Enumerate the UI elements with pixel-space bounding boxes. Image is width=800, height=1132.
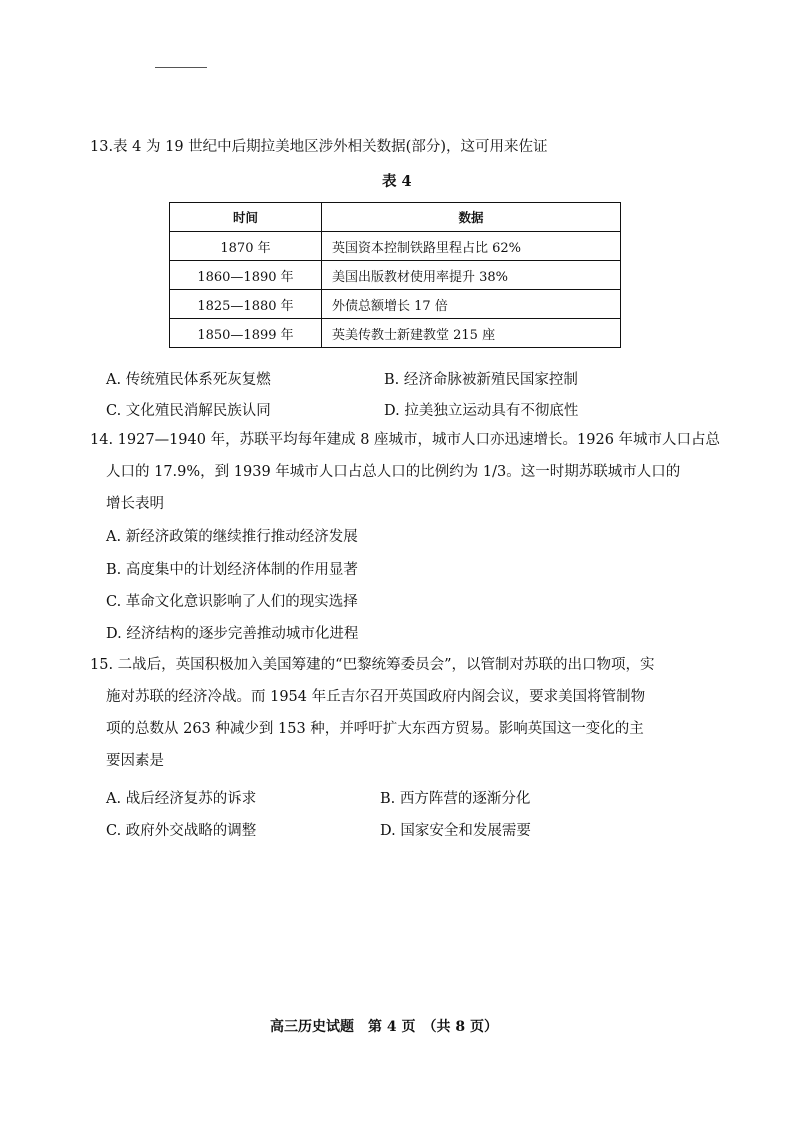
q13-stem: 13.表 4 为 19 世纪中后期拉美地区涉外相关数据(部分)，这可用来佐证 [90,139,548,155]
q13-option-c: C. 文化殖民消解民族认同 [106,403,271,419]
table-cell-data: 英国资本控制铁路里程占比 62% [322,232,621,261]
table-row [170,319,621,348]
q13-table-title: 表 4 [382,173,412,190]
q13-option-b: B. 经济命脉被新殖民国家控制 [384,372,578,388]
table-cell-time: 1825—1880 年 [170,290,322,319]
table-header-time: 时间 [170,203,322,232]
page-footer: 高三历史试题 第 4 页 （共 8 页） [270,1019,498,1035]
table-cell-time: 1860—1890 年 [170,261,322,290]
q14-option-d: D. 经济结构的逐步完善推动城市化进程 [106,626,359,642]
q14-option-b: B. 高度集中的计划经济体制的作用显著 [106,562,358,578]
q15-option-b: B. 西方阵营的逐渐分化 [380,791,531,807]
table-header-data: 数据 [322,203,621,232]
table-cell-data: 美国出版教材使用率提升 38% [322,261,621,290]
q14-option-c: C. 革命文化意识影响了人们的现实选择 [106,594,358,610]
q15-stem-line-1: 15. 二战后，英国积极加入美国筹建的“巴黎统筹委员会”，以管制对苏联的出口物项，实 [90,657,655,673]
table-row [170,232,621,261]
q15-stem-line-2: 施对苏联的经济冷战。而 1954 年丘吉尔召开英国政府内阁会议，要求美国将管制物 [106,689,646,705]
q14-option-a: A. 新经济政策的继续推行推动经济发展 [106,529,358,545]
q15-stem-line-3: 项的总数从 263 种减少到 153 种，并呼吁扩大东西方贸易。影响英国这一变化的主 [106,721,644,737]
table-cell-data: 外债总额增长 17 倍 [322,290,621,319]
top-rule [155,67,207,68]
table-cell-data: 英美传教士新建教堂 215 座 [322,319,621,348]
q14-stem-line-1: 14. 1927—1940 年，苏联平均每年建成 8 座城市，城市人口亦迅速增长。1926 年城市人口占总 [90,432,721,448]
q15-stem-line-4: 要因素是 [106,753,164,769]
q13-option-d: D. 拉美独立运动具有不彻底性 [384,403,579,419]
q15-option-d: D. 国家安全和发展需要 [380,823,531,839]
q15-option-a: A. 战后经济复苏的诉求 [106,791,257,807]
table-row [170,290,621,319]
q14-stem-line-2: 人口的 17.9%，到 1939 年城市人口占总人口的比例约为 1/3。这一时期苏联城市人口的 [106,464,681,480]
table-row [170,261,621,290]
q13-option-a: A. 传统殖民体系死灰复燃 [106,372,271,388]
table-cell-time: 1870 年 [170,232,322,261]
q13-data-table [169,202,621,348]
q14-stem-line-3: 增长表明 [106,496,164,512]
table-cell-time: 1850—1899 年 [170,319,322,348]
q15-option-c: C. 政府外交战略的调整 [106,823,257,839]
table-header-row [170,203,621,232]
